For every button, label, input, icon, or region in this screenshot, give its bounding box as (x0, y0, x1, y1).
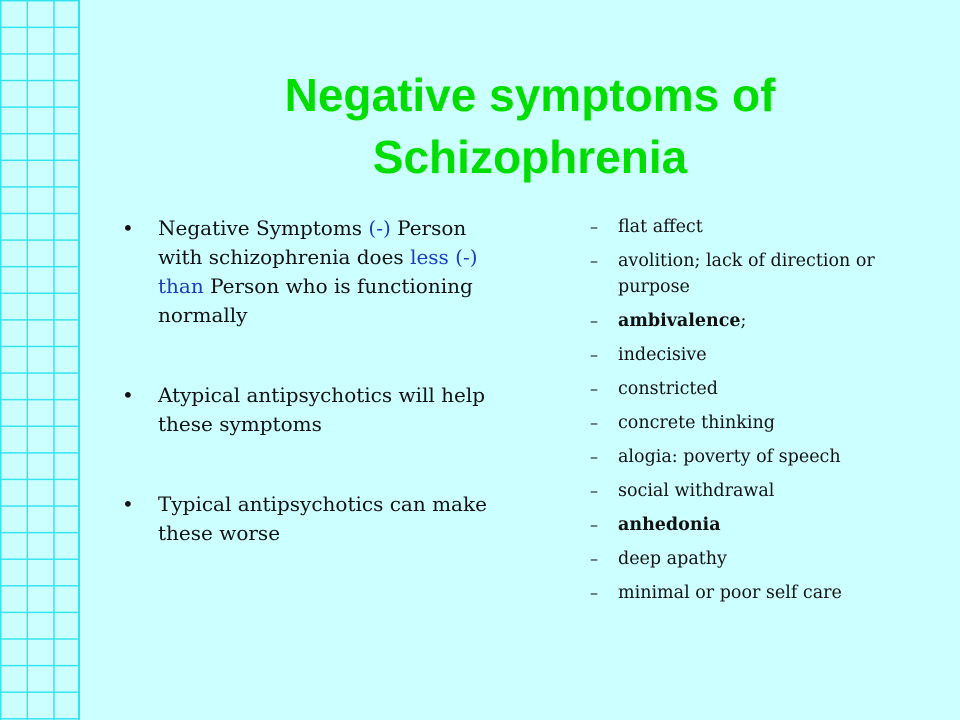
symptom-text: flat affect (618, 217, 703, 237)
grid-decoration (0, 0, 80, 720)
symptom-item (586, 410, 916, 436)
dash-icon: – (590, 447, 598, 466)
bullet-icon: • (122, 492, 134, 516)
symptom-item (586, 342, 916, 368)
symptom-item (586, 546, 916, 572)
slide-title: Negative symptoms of Schizophrenia (284, 69, 776, 183)
symptom-item (586, 478, 916, 504)
dash-icon: – (590, 515, 598, 534)
dash-icon: – (590, 311, 598, 330)
symptom-item (586, 512, 916, 538)
bullet-item (112, 490, 512, 548)
dash-icon: – (590, 251, 598, 270)
bullet-text: Typical antipsychotics can make these worse (158, 492, 487, 545)
dash-icon: – (590, 217, 598, 236)
symptom-text: anhedonia (618, 515, 721, 535)
bullet-icon: • (122, 216, 134, 240)
dash-icon: – (590, 549, 598, 568)
symptom-text: ambivalence (618, 311, 741, 331)
dash-icon: – (590, 413, 598, 432)
symptom-text: indecisive (618, 345, 707, 365)
symptom-text: social withdrawal (618, 481, 775, 501)
symptom-item (586, 308, 916, 334)
left-bullet-list (112, 214, 512, 599)
symptom-text: concrete thinking (618, 413, 775, 433)
symptom-item (586, 376, 916, 402)
bullet-item (112, 214, 512, 330)
symptom-item (586, 444, 916, 470)
dash-icon: – (590, 583, 598, 602)
bullet-text: less (-) than (158, 245, 478, 298)
symptom-text: alogia: poverty of speech (618, 447, 841, 467)
symptom-list (586, 214, 916, 614)
symptom-text: constricted (618, 379, 718, 399)
dash-icon: – (590, 345, 598, 364)
bullet-text: Negative Symptoms (158, 216, 369, 240)
symptom-text: minimal or poor self care (618, 583, 842, 603)
bullet-text: Person with schizophrenia does (158, 216, 467, 269)
symptom-text: ; (740, 311, 747, 331)
symptom-item (586, 580, 916, 606)
symptom-text: avolition; lack of direction or purpose (618, 251, 875, 297)
dash-icon: – (590, 481, 598, 500)
bullet-text: Atypical antipsychotics will help these symptoms (158, 383, 486, 436)
bullet-item (112, 381, 512, 439)
dash-icon: – (590, 379, 598, 398)
bullet-text: Person who is functioning normally (158, 274, 473, 327)
bullet-text: (-) (368, 216, 391, 240)
symptom-text: deep apathy (618, 549, 727, 569)
bullet-icon: • (122, 383, 134, 407)
symptom-item (586, 248, 916, 300)
symptom-item (586, 214, 916, 240)
